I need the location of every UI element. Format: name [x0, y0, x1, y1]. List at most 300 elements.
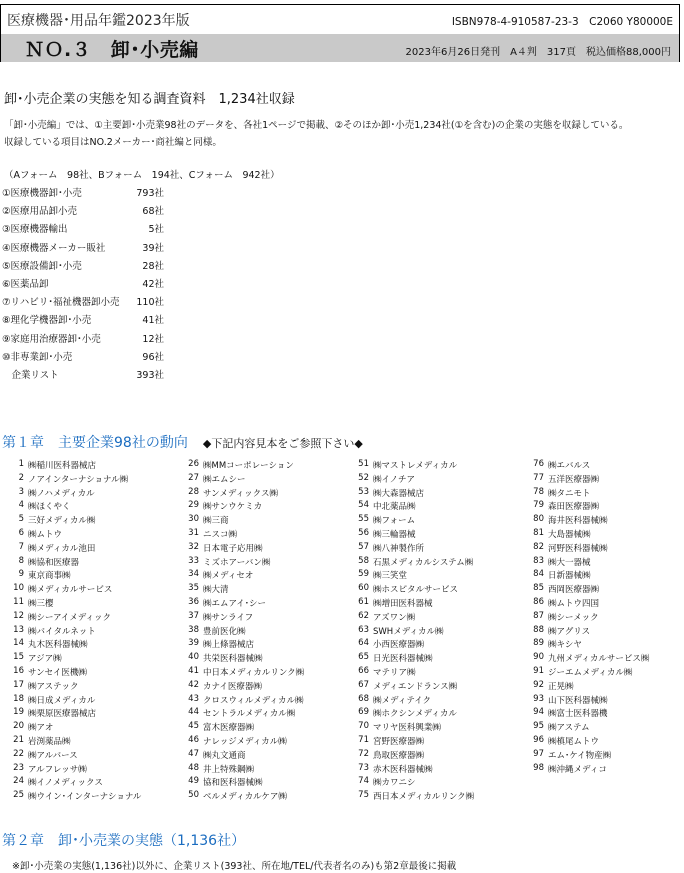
- company-number: 66: [358, 665, 369, 676]
- company-name: 石黒メディカルシステム㈱: [373, 557, 474, 568]
- company-row: [345, 473, 520, 487]
- company-row: [175, 597, 350, 611]
- company-number: 37: [188, 610, 199, 621]
- company-name: 西日本メディカルリンク㈱: [373, 792, 475, 803]
- company-number: 29: [188, 500, 199, 511]
- company-number: 60: [358, 583, 369, 594]
- category-count: 110社: [136, 297, 164, 309]
- company-name: ㈱大森器械店: [373, 488, 425, 499]
- company-name: ㈱サンライフ: [203, 612, 254, 623]
- company-name: ㈱大一器械: [548, 557, 591, 568]
- company-row: [175, 638, 350, 652]
- company-number: 32: [188, 541, 199, 552]
- company-number: 68: [358, 693, 369, 704]
- company-row: [175, 611, 350, 625]
- category-name: ⑧理化学機器卸･小売: [2, 315, 92, 327]
- company-row: [175, 556, 350, 570]
- company-name: サンセイ医機㈱: [28, 667, 87, 678]
- company-row: [0, 625, 175, 639]
- series-title: 医療機器･用品年鑑2023年版: [7, 13, 190, 29]
- company-name: セントラルメディカル㈱: [203, 709, 296, 720]
- company-row: [345, 556, 520, 570]
- company-name: アジア㈱: [28, 654, 62, 665]
- company-row: [345, 680, 520, 694]
- company-name: ㈱MMコーポレーション: [203, 461, 294, 471]
- company-number: 78: [533, 486, 544, 497]
- company-number: 44: [188, 707, 199, 718]
- company-number: 87: [533, 610, 544, 621]
- company-name: ㈱アルバース: [28, 750, 78, 761]
- company-row: [345, 763, 520, 777]
- company-row: [0, 638, 175, 652]
- company-row: [0, 652, 175, 666]
- company-row: [345, 569, 520, 583]
- company-number: 39: [188, 638, 199, 649]
- company-row: [175, 680, 350, 694]
- company-number: 38: [188, 624, 199, 635]
- company-number: 74: [358, 776, 369, 787]
- company-row: [175, 514, 350, 528]
- company-row: [0, 597, 175, 611]
- company-number: 65: [358, 652, 369, 663]
- company-number: 18: [13, 693, 24, 704]
- company-row: [175, 763, 350, 777]
- company-name: ㈱アステック: [28, 681, 79, 692]
- company-number: 79: [533, 500, 544, 511]
- company-row: [345, 790, 520, 804]
- company-number: 42: [188, 679, 199, 690]
- category-row: [2, 331, 202, 349]
- company-row: [0, 500, 175, 514]
- company-number: 53: [358, 486, 369, 497]
- company-number: 81: [533, 527, 544, 538]
- company-row: [345, 638, 520, 652]
- company-row: [345, 611, 520, 625]
- chapter2-footnote: ※卸･小売業の実態(1,136社)以外に、企業リスト(393社、所在地/TEL/代表者名のみ)も第2章最後に掲載: [12, 861, 457, 872]
- company-number: 70: [358, 721, 369, 732]
- company-name: ㈱マストレメディカル: [373, 461, 458, 471]
- company-name: ジーエムメディカル㈱: [548, 667, 633, 678]
- company-name: ㈱丸文通商: [203, 750, 246, 761]
- company-name: 鳥取医療器㈱: [373, 750, 425, 761]
- company-number: 77: [533, 472, 544, 483]
- company-row: [175, 500, 350, 514]
- company-number: 48: [188, 762, 199, 773]
- company-row: [175, 542, 350, 556]
- chapter2-title: 第２章 卸･小売業の実態（1,136社）: [2, 833, 246, 849]
- company-number: 12: [13, 610, 24, 621]
- category-count: 28社: [142, 260, 164, 272]
- company-row: [175, 721, 350, 735]
- company-number: 14: [13, 638, 24, 649]
- company-row: [520, 694, 684, 708]
- company-name: ㈱サンウケミカ: [203, 502, 263, 513]
- company-number: 69: [358, 707, 369, 718]
- company-number: 43: [188, 693, 199, 704]
- company-number: 51: [358, 459, 369, 469]
- company-name: 宮野医療器㈱: [373, 736, 425, 747]
- category-list: [2, 185, 202, 385]
- company-number: 15: [13, 652, 24, 663]
- company-name: ベルメディカルケア㈱: [203, 792, 287, 803]
- company-number: 41: [188, 665, 199, 676]
- company-name: ㈱メディカル池田: [28, 543, 96, 554]
- category-name: ⑥医薬品卸: [2, 278, 49, 290]
- company-row: [345, 500, 520, 514]
- publication-info: 2023年6月26日発刊 A４判 317頁 税込価格88,000円: [405, 47, 671, 58]
- company-number: 62: [358, 610, 369, 621]
- company-number: 80: [533, 514, 544, 525]
- company-row: [520, 721, 684, 735]
- company-row: [175, 707, 350, 721]
- volume-title: ＮＯ.３ 卸･小売編: [25, 39, 199, 61]
- company-name: ㈱三笑堂: [373, 571, 408, 582]
- company-number: 56: [358, 527, 369, 538]
- company-row: [0, 611, 175, 625]
- company-row: [175, 528, 350, 542]
- company-row: [0, 514, 175, 528]
- company-name: ㈱稲川医科器械店: [28, 461, 97, 471]
- company-number: 86: [533, 596, 544, 607]
- company-number: 88: [533, 624, 544, 635]
- category-count: 393社: [136, 369, 164, 381]
- company-number: 10: [13, 583, 24, 594]
- company-name: 丸木医科器械㈱: [28, 640, 88, 651]
- company-number: 11: [13, 596, 24, 607]
- company-number: 55: [358, 514, 369, 525]
- company-name: 五洋医療器㈱: [548, 474, 600, 485]
- company-row: [0, 473, 175, 487]
- company-row: [0, 763, 175, 777]
- chapter1-note: ◆下記内容見本をご参照下さい◆: [202, 437, 363, 450]
- company-name: ㈱アグリス: [548, 626, 591, 637]
- company-row: [0, 749, 175, 763]
- company-number: 30: [188, 514, 199, 525]
- company-number: 25: [13, 790, 24, 801]
- company-number: 54: [358, 500, 369, 511]
- category-name: ③医療機器輸出: [2, 224, 68, 236]
- company-row: [520, 707, 684, 721]
- company-number: 4: [18, 500, 24, 511]
- company-name: 河野医科器械㈱: [548, 543, 608, 554]
- company-row: [520, 583, 684, 597]
- company-name: ㈱エムシー: [203, 474, 246, 485]
- company-number: 34: [188, 569, 199, 580]
- company-name: ㈱栗原医療器械店: [28, 709, 97, 720]
- company-number: 35: [188, 583, 199, 594]
- company-number: 83: [533, 555, 544, 566]
- company-number: 22: [13, 748, 24, 759]
- company-name: 正晃㈱: [548, 681, 574, 692]
- company-row: [345, 721, 520, 735]
- company-row: [0, 694, 175, 708]
- company-row: [520, 625, 684, 639]
- company-name: 日光医科器械㈱: [373, 654, 433, 665]
- company-name: ノアインターナショナル㈱: [28, 474, 129, 485]
- company-number: 20: [13, 721, 24, 732]
- company-number: 28: [188, 486, 199, 497]
- company-row: [345, 707, 520, 721]
- company-name: エム･ケイ物産㈱: [548, 750, 612, 761]
- company-name: 富木医療器㈱: [203, 723, 255, 734]
- category-row: [2, 294, 202, 312]
- company-name: ㈱エバルス: [548, 461, 591, 471]
- company-row: [520, 666, 684, 680]
- company-name: 日新器械㈱: [548, 571, 591, 582]
- company-name: ㈱槙尾ムトウ: [548, 736, 600, 747]
- intro-paragraph: [4, 117, 682, 151]
- company-row: [0, 707, 175, 721]
- company-row: [175, 735, 350, 749]
- company-name: ㈱ほくやく: [28, 502, 71, 513]
- company-row: [0, 528, 175, 542]
- company-name: アルフレッサ㈱: [28, 764, 87, 775]
- category-name: 企業リスト: [2, 369, 59, 381]
- company-number: 9: [18, 569, 24, 580]
- company-number: 59: [358, 569, 369, 580]
- company-number: 27: [188, 472, 199, 483]
- company-name: 東京商事㈱: [28, 571, 71, 582]
- company-row: [345, 459, 520, 473]
- company-name: 赤木医科器械㈱: [373, 764, 433, 775]
- company-name: ㈱富士医科器機: [548, 709, 608, 720]
- company-name: 協和医科器械㈱: [203, 778, 263, 789]
- company-number: 49: [188, 776, 199, 787]
- company-name: カナイ医療器㈱: [203, 681, 262, 692]
- company-name: 共栄医科器械㈱: [203, 654, 263, 665]
- company-name: ㈱ウイン･インターナショナル: [28, 792, 142, 803]
- company-number: 40: [188, 652, 199, 663]
- chapter1-title: 第１章 主要企業98社の動向: [2, 435, 188, 451]
- company-number: 85: [533, 583, 544, 594]
- company-number: 90: [533, 652, 544, 663]
- company-number: 96: [533, 734, 544, 745]
- category-row: [2, 203, 202, 221]
- company-row: [520, 459, 684, 473]
- company-number: 67: [358, 679, 369, 690]
- company-row: [520, 735, 684, 749]
- company-row: [175, 473, 350, 487]
- company-name: ㈱メディセオ: [203, 571, 254, 582]
- company-row: [0, 569, 175, 583]
- company-name: 小西医療器㈱: [373, 640, 425, 651]
- company-name: マリヤ医科興業㈱: [373, 723, 441, 734]
- company-row: [345, 694, 520, 708]
- company-row: [175, 790, 350, 804]
- company-name: ㈱シーアイメディック: [28, 612, 112, 623]
- company-table: [0, 459, 684, 809]
- company-number: 61: [358, 596, 369, 607]
- company-row: [175, 776, 350, 790]
- company-name: ㈱八神製作所: [373, 543, 425, 554]
- company-number: 84: [533, 569, 544, 580]
- company-row: [520, 528, 684, 542]
- company-number: 23: [13, 762, 24, 773]
- company-row: [520, 500, 684, 514]
- intro-heading: 卸･小売企業の実態を知る調査資料 1,234社収録: [4, 92, 295, 107]
- company-row: [345, 542, 520, 556]
- company-row: [520, 597, 684, 611]
- company-row: [345, 487, 520, 501]
- company-row: [0, 556, 175, 570]
- company-number: 2: [18, 472, 24, 483]
- company-row: [345, 735, 520, 749]
- company-row: [520, 680, 684, 694]
- company-number: 71: [358, 734, 369, 745]
- company-row: [520, 542, 684, 556]
- company-name: ㈱メディカルサービス: [28, 585, 113, 596]
- company-row: [345, 776, 520, 790]
- company-name: 中北薬品㈱: [373, 502, 416, 513]
- company-number: 19: [13, 707, 24, 718]
- company-row: [520, 763, 684, 777]
- company-row: [520, 611, 684, 625]
- company-name: ㈱エムアイ･シー: [203, 598, 266, 609]
- company-name: ㈱上條器械店: [203, 640, 255, 651]
- company-row: [520, 487, 684, 501]
- company-number: 94: [533, 707, 544, 718]
- company-row: [0, 735, 175, 749]
- company-number: 98: [533, 762, 544, 773]
- company-row: [520, 749, 684, 763]
- company-name: ㈱カワニシ: [373, 778, 416, 789]
- company-row: [345, 597, 520, 611]
- category-name: ④医療機器メーカー販社: [2, 242, 106, 254]
- isbn-code: ISBN978-4-910587-23-3 C2060 Y80000E: [451, 16, 673, 28]
- company-number: 91: [533, 665, 544, 676]
- volume-header: [0, 4, 680, 62]
- company-column: [345, 459, 520, 804]
- company-row: [520, 556, 684, 570]
- company-name: SWHメディカル㈱: [373, 626, 444, 637]
- company-name: 九州メディカルサービス㈱: [548, 654, 650, 665]
- company-name: ㈱バイタルネット: [28, 626, 96, 637]
- company-number: 26: [188, 459, 199, 469]
- category-name: ⑤医療設備卸･小売: [2, 260, 82, 272]
- company-row: [175, 459, 350, 473]
- category-count: 96社: [142, 351, 164, 363]
- category-count: 41社: [142, 315, 164, 327]
- company-name: アズワン㈱: [373, 612, 416, 623]
- company-row: [345, 514, 520, 528]
- company-name: ㈱大清: [203, 585, 229, 596]
- company-number: 47: [188, 748, 199, 759]
- company-number: 97: [533, 748, 544, 759]
- company-name: 日本電子応用㈱: [203, 543, 263, 554]
- company-name: ナレッジメディカル㈱: [203, 736, 287, 747]
- category-row: [2, 258, 202, 276]
- company-name: ㈱協和医療器: [28, 557, 80, 568]
- company-row: [0, 721, 175, 735]
- company-number: 7: [18, 541, 24, 552]
- company-name: ㈱アステム: [548, 723, 590, 734]
- company-number: 46: [188, 734, 199, 745]
- company-column: [175, 459, 350, 804]
- company-row: [520, 569, 684, 583]
- company-number: 57: [358, 541, 369, 552]
- company-row: [175, 583, 350, 597]
- category-row: [2, 367, 202, 385]
- company-number: 24: [13, 776, 24, 787]
- category-count: 39社: [142, 242, 164, 254]
- category-row: [2, 276, 202, 294]
- company-name: ㈱キシヤ: [548, 640, 582, 651]
- intro-line-2: 収録している項目はNO.2メーカー･商社編と同様。: [4, 137, 222, 148]
- company-number: 16: [13, 665, 24, 676]
- category-count: 68社: [142, 206, 164, 218]
- company-name: ㈱フォーム: [373, 516, 416, 527]
- company-name: ㈱アオ: [28, 723, 54, 734]
- company-row: [0, 666, 175, 680]
- company-name: 海井医科器械㈱: [548, 516, 608, 527]
- company-column: [0, 459, 175, 804]
- company-row: [175, 694, 350, 708]
- company-name: ㈱三商: [203, 516, 229, 527]
- company-number: 5: [18, 514, 24, 525]
- company-number: 36: [188, 596, 199, 607]
- company-name: 三好メディカル㈱: [28, 516, 96, 527]
- company-row: [0, 459, 175, 473]
- category-count: 793社: [136, 188, 164, 199]
- header-top-row: [1, 5, 679, 33]
- category-name: ①医療機器卸･小売: [2, 188, 82, 199]
- company-row: [345, 652, 520, 666]
- company-name: 大島器械㈱: [548, 529, 591, 540]
- company-name: クロスウィルメディカル㈱: [203, 695, 304, 706]
- company-name: 森田医療器㈱: [548, 502, 600, 513]
- company-row: [345, 749, 520, 763]
- company-name: ㈱三樱: [28, 598, 54, 609]
- header-volume-band: [1, 34, 679, 62]
- company-name: 豊前医化㈱: [203, 626, 246, 637]
- company-row: [345, 528, 520, 542]
- company-name: サンメディックス㈱: [203, 488, 279, 499]
- company-name: 西岡医療器㈱: [548, 585, 600, 596]
- company-row: [520, 514, 684, 528]
- company-number: 33: [188, 555, 199, 566]
- company-row: [345, 666, 520, 680]
- company-number: 21: [13, 734, 24, 745]
- company-name: ㈱イノチア: [373, 474, 415, 485]
- company-row: [175, 652, 350, 666]
- company-row: [345, 625, 520, 639]
- company-row: [175, 625, 350, 639]
- category-row: [2, 240, 202, 258]
- company-name: ニスコ㈱: [203, 529, 238, 540]
- company-row: [175, 569, 350, 583]
- intro-line-1: 「卸･小売編」では、①主要卸･小売業98社のデータを、各社1ページで掲載、②そのほか卸･小売1,234社(①を含む)の企業の実態を収録している。: [4, 120, 629, 131]
- company-name: ㈱メディテイク: [373, 695, 432, 706]
- category-name: ⑨家庭用治療器卸･小売: [2, 333, 101, 345]
- company-name: ㈱タニモト: [548, 488, 591, 499]
- company-name: 井上特殊鋼㈱: [203, 764, 255, 775]
- category-count: 12社: [142, 333, 164, 345]
- company-number: 93: [533, 693, 544, 704]
- company-number: 52: [358, 472, 369, 483]
- company-name: ㈱ホスピタルサービス: [373, 585, 459, 596]
- company-number: 13: [13, 624, 24, 635]
- category-row: [2, 349, 202, 367]
- company-row: [520, 638, 684, 652]
- company-number: 76: [533, 459, 544, 469]
- company-row: [0, 583, 175, 597]
- company-name: 岩渕薬品㈱: [28, 736, 71, 747]
- company-row: [0, 487, 175, 501]
- company-name: ㈱沖縄メディコ: [548, 764, 607, 775]
- company-row: [175, 666, 350, 680]
- company-name: メディエンドランス㈱: [373, 681, 458, 692]
- company-name: ㈱イノメディックス: [28, 778, 103, 789]
